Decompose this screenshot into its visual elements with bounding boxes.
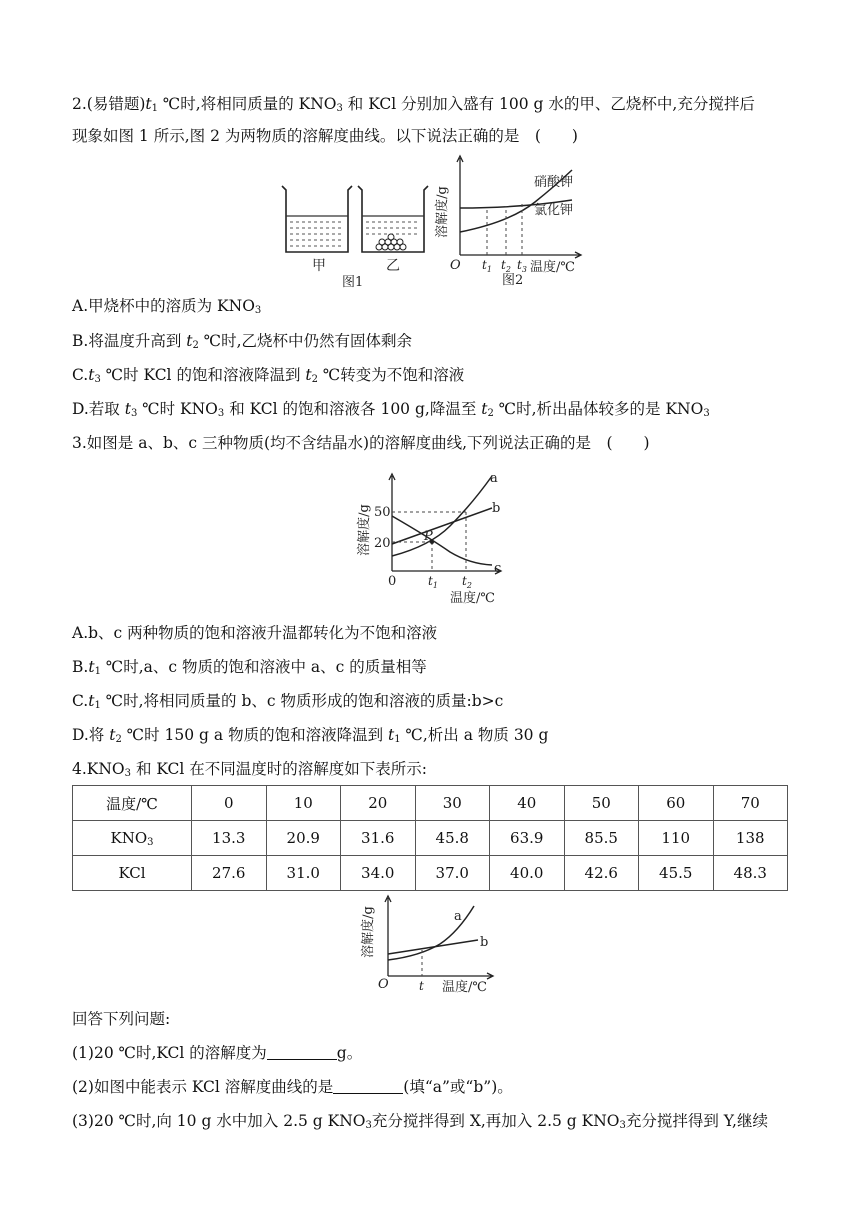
fig4-ylabel: 溶解度/g bbox=[361, 906, 376, 958]
table-cell: 0 bbox=[192, 786, 267, 821]
curve-b bbox=[392, 508, 492, 544]
table-cell: 85.5 bbox=[564, 821, 639, 856]
table-cell: 31.6 bbox=[341, 821, 416, 856]
q2-option-d[interactable]: D.若取 $t_3$ ℃时 $KNO_3$ 和 KCl 的饱和溶液各 100 g,降温至 $t_2$ ℃时,析出晶体较多的是 $KNO_3$ bbox=[72, 400, 710, 419]
table-cell: 20 bbox=[341, 786, 416, 821]
table-cell: 138 bbox=[713, 821, 788, 856]
curve-kcl-label: 氯化钾 bbox=[534, 203, 574, 218]
q4-stem: $4.KNO_3$ 和 KCl 在不同温度时的溶解度如下表所示: bbox=[72, 760, 428, 779]
fig4-origin: O bbox=[378, 977, 389, 992]
curve-b bbox=[388, 940, 478, 954]
beaker-yi-label: 乙 bbox=[386, 258, 400, 274]
fig1-caption: 图1 bbox=[342, 275, 364, 290]
table-cell: 37.0 bbox=[415, 856, 490, 891]
beaker-jia-label: 甲 bbox=[312, 258, 326, 274]
table-cell: 40 bbox=[490, 786, 565, 821]
q3-option-d[interactable]: D.将 $t_2$ ℃时 150 g a 物质的饱和溶液降温到 $t_1$ ℃,析出 a 物质 30 g bbox=[72, 726, 549, 745]
table-cell: 110 bbox=[639, 821, 714, 856]
q2-stem-line2: 现象如图 1 所示,图 2 为两物质的溶解度曲线。以下说法正确的是 ( ) bbox=[72, 127, 578, 145]
tick-t1: $t_1$ bbox=[428, 574, 438, 590]
tick-t2: $t_2$ bbox=[501, 258, 511, 274]
table-cell: 45.5 bbox=[639, 856, 714, 891]
solubility-table bbox=[72, 785, 788, 891]
fig3-origin: 0 bbox=[388, 574, 397, 589]
table-cell: 60 bbox=[639, 786, 714, 821]
curve-a-label: a bbox=[454, 909, 462, 924]
curve-b-label: b bbox=[480, 935, 489, 950]
curve-c bbox=[392, 516, 492, 565]
q4-answer-intro: 回答下列问题: bbox=[72, 1010, 171, 1028]
table-header-cell: 温度/℃ bbox=[73, 786, 192, 821]
fig2-ylabel: 溶解度/g bbox=[435, 186, 450, 238]
table-cell: 45.8 bbox=[415, 821, 490, 856]
table-cell: 13.3 bbox=[192, 821, 267, 856]
q2-stem-line1: 2.(易错题)$t_1$ ℃时,将相同质量的 $KNO_3$ 和 KCl 分别加入盛有 100 g 水的甲、乙烧杯中,充分搅拌后 bbox=[72, 95, 755, 114]
curve-c-label: c bbox=[494, 561, 502, 576]
q3-option-b[interactable]: $B.t_1$ ℃时,a、c 物质的饱和溶液中 a、c 的质量相等 bbox=[72, 658, 427, 677]
y-tick-20: 20 bbox=[374, 536, 391, 551]
tick-t: t bbox=[419, 979, 424, 993]
q2-figure-1-beakers bbox=[272, 180, 432, 288]
table-row bbox=[73, 856, 788, 891]
point-p-label: P bbox=[424, 529, 433, 544]
curve-b-label: b bbox=[492, 501, 501, 516]
answer-blank-1[interactable] bbox=[267, 1045, 337, 1060]
fig2-caption: 图2 bbox=[502, 273, 524, 288]
curve-kno3-label: 硝酸钾 bbox=[534, 175, 574, 190]
table-cell: 31.0 bbox=[266, 856, 341, 891]
answer-blank-2[interactable] bbox=[333, 1079, 403, 1094]
tick-t2: $t_2$ bbox=[462, 574, 472, 590]
tick-t1: $t_1$ bbox=[482, 258, 492, 274]
table-cell: 10 bbox=[266, 786, 341, 821]
table-row-label: KCl bbox=[73, 856, 192, 891]
q4-sub1: (1)20 ℃时,KCl 的溶解度为 g。 bbox=[72, 1044, 363, 1062]
fig4-xlabel: 温度/℃ bbox=[442, 980, 487, 995]
fig3-xlabel: 温度/℃ bbox=[450, 591, 495, 606]
fig2-xlabel: 温度/℃ bbox=[530, 260, 575, 275]
table-cell: 48.3 bbox=[713, 856, 788, 891]
table-cell: 63.9 bbox=[490, 821, 565, 856]
q4-sub3: (3)20 ℃时,向 10 g 水中加入 2.5 g $KNO_3$充分搅拌得到 X,再加入 2.5 g $KNO_3$充分搅拌得到 Y,继续 bbox=[72, 1112, 768, 1131]
q2-option-b[interactable]: B.将温度升高到 $t_2$ ℃时,乙烧杯中仍然有固体剩余 bbox=[72, 332, 413, 351]
beaker-yi bbox=[358, 186, 428, 252]
table-cell: 27.6 bbox=[192, 856, 267, 891]
table-cell: 34.0 bbox=[341, 856, 416, 891]
table-row bbox=[73, 821, 788, 856]
q4-sub2: (2)如图中能表示 KCl 溶解度曲线的是 (填“a”或“b”)。 bbox=[72, 1078, 513, 1096]
table-cell: 40.0 bbox=[490, 856, 565, 891]
q3-figure-chart bbox=[350, 468, 510, 608]
table-cell: 70 bbox=[713, 786, 788, 821]
beaker-jia bbox=[282, 186, 352, 252]
y-tick-50: 50 bbox=[374, 505, 391, 520]
q3-option-c[interactable]: $C.t_1$ ℃时,将相同质量的 b、c 物质形成的饱和溶液的质量:b>c bbox=[72, 692, 504, 711]
q4-figure-chart bbox=[350, 888, 510, 1000]
solid-residue bbox=[376, 234, 406, 250]
table-cell: 30 bbox=[415, 786, 490, 821]
q3-stem: 3.如图是 a、b、c 三种物质(均不含结晶水)的溶解度曲线,下列说法正确的是 ( ) bbox=[72, 434, 650, 452]
curve-a bbox=[392, 476, 492, 556]
fig3-ylabel: 溶解度/g bbox=[357, 504, 372, 556]
fig2-origin: O bbox=[450, 258, 461, 273]
table-cell: 42.6 bbox=[564, 856, 639, 891]
tick-t3: $t_3$ bbox=[517, 258, 527, 274]
table-cell: 20.9 bbox=[266, 821, 341, 856]
q3-option-a[interactable]: A.b、c 两种物质的饱和溶液升温都转化为不饱和溶液 bbox=[72, 624, 438, 642]
table-row bbox=[73, 786, 788, 821]
q2-option-c[interactable]: $C.t_3$ ℃时 KCl 的饱和溶液降温到 $t_2$ ℃转变为不饱和溶液 bbox=[72, 366, 465, 385]
curve-a-label: a bbox=[490, 471, 498, 486]
q2-figure-2-chart bbox=[430, 150, 600, 290]
table-cell: 50 bbox=[564, 786, 639, 821]
q2-option-a[interactable]: A.甲烧杯中的溶质为 $KNO_3$ bbox=[72, 297, 262, 316]
table-row-label: $KNO_3$ bbox=[73, 821, 192, 856]
